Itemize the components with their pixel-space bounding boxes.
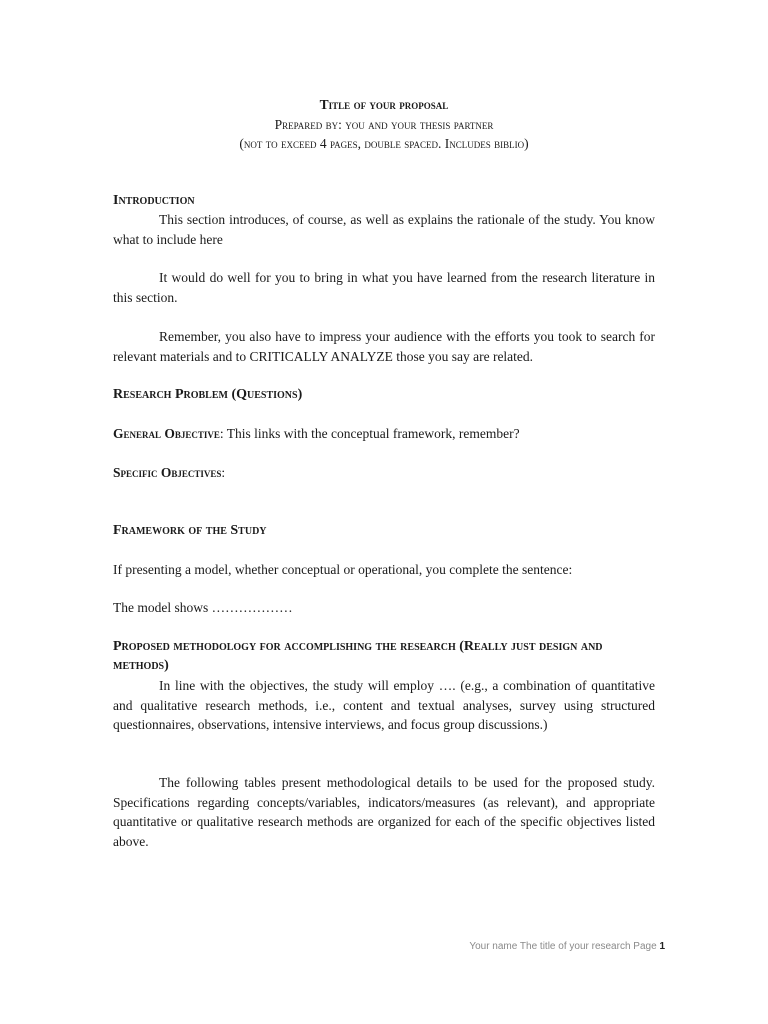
- methodology-paragraph-1: In line with the objectives, the study will employ …. (e.g., a combination of quantitative and qualitative research methods, i.e., content and textual analyses, survey using structured questionnaires, observations, intensive interviews, and focus group discussions.): [113, 678, 655, 732]
- footer-text: Your name The title of your research Page: [469, 941, 657, 952]
- research-problem-heading: Research Problem (Questions): [113, 387, 303, 402]
- framework-paragraph-1: If presenting a model, whether conceptual or operational, you complete the sentence:: [113, 562, 573, 577]
- general-objective-heading: General Objective: [113, 426, 220, 441]
- specific-objectives: [113, 463, 655, 483]
- introduction-paragraph-1: This section introduces, of course, as well as explains the rationale of the study. You know what to include here: [113, 212, 655, 247]
- specific-objectives-heading: Specific Objectives: [113, 465, 222, 480]
- framework-heading: Framework of the Study: [113, 523, 267, 538]
- proposal-title: Title of your proposal: [319, 97, 449, 112]
- specific-objectives-colon: :: [221, 465, 226, 480]
- page-limit-note: (not to exceed 4 pages, double spaced. Includes biblio): [239, 136, 529, 151]
- introduction-paragraph-3: Remember, you also have to impress your audience with the efforts you took to search for relevant materials and to CRITICALLY ANALYZE those you say are related.: [113, 329, 655, 364]
- general-objective-text: : This links with the conceptual framework, remember?: [219, 426, 520, 441]
- introduction-heading: Introduction: [113, 193, 195, 208]
- framework-paragraph-2: The model shows ………………: [113, 600, 293, 615]
- prepared-by: Prepared by: you and your thesis partner: [274, 116, 494, 132]
- title-block: [113, 95, 655, 154]
- methodology-heading: Proposed methodology for accomplishing the research (Really just design and methods): [113, 639, 603, 673]
- footer-page-number: 1: [659, 941, 665, 952]
- methodology-paragraph-2: The following tables present methodological details to be used for the proposed study. Specifications regarding concepts/variables, indicators/measures (as relevant), and appropriate quantitative or qualitative research methods are organized for each of the specific objectives listed above.: [113, 775, 655, 849]
- general-objective: [113, 424, 655, 444]
- introduction-paragraph-2: It would do well for you to bring in what you have learned from the research literature in this section.: [113, 270, 655, 305]
- page-footer: [469, 941, 665, 952]
